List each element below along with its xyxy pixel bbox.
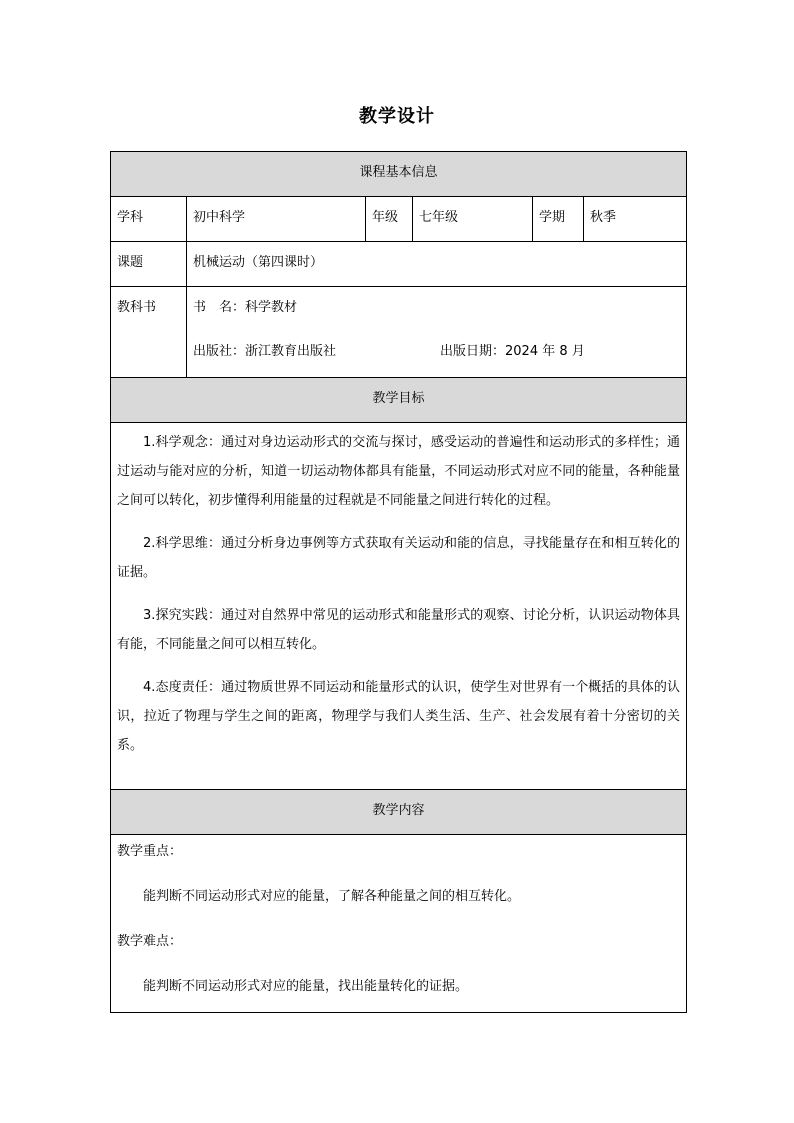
textbook-label: 教科书 bbox=[111, 287, 187, 377]
publish-date: 出版日期：2024 年 8 月 bbox=[440, 344, 585, 359]
term-value: 秋季 bbox=[584, 197, 687, 241]
term-label: 学期 bbox=[533, 197, 584, 241]
objective-item: 3.探究实践：通过对自然界中常见的运动形式和能量形式的观察、讨论分析，认识运动物体具有能，不同能量之间可以相互转化。 bbox=[117, 608, 680, 652]
grade-label: 年级 bbox=[366, 197, 413, 241]
book-name-line bbox=[193, 296, 686, 340]
key-point-text: 能判断不同运动形式对应的能量，了解各种能量之间的相互转化。 bbox=[143, 889, 521, 904]
key-point-label: 教学重点： bbox=[117, 844, 183, 859]
textbook-row bbox=[111, 287, 687, 378]
document-title: 教学设计 bbox=[359, 106, 435, 127]
objective-item: 4.态度责任：通过物质世界不同运动和能量形式的认识，使学生对世界有一个概括的具体的认识，拉近了物理与学生之间的距离，物理学与我们人类生活、生产、社会发展有着十分密切的关系。 bbox=[117, 680, 680, 753]
objective-item: 1.科学观念：通过对身边运动形式的交流与探讨，感受运动的普遍性和运动形式的多样性；通过运动与能对应的分析，知道一切运动物体都具有能量，不同运动形式对应不同的能量，各种能量之间可以转化，初步懂得利用能量的过程就是不同能量之间进行转化的过程。 bbox=[117, 435, 680, 508]
objectives-body bbox=[111, 423, 687, 790]
publisher: 出版社：浙江教育出版社 bbox=[193, 344, 337, 359]
basic-info-header-label: 课程基本信息 bbox=[359, 165, 438, 180]
book-name: 书 名：科学教材 bbox=[193, 300, 298, 315]
objectives-header-label: 教学目标 bbox=[372, 391, 425, 406]
lesson-plan-table bbox=[110, 151, 687, 1013]
objective-item: 2.科学思维：通过分析身边事例等方式获取有关运动和能的信息，寻找能量存在和相互转化的证据。 bbox=[117, 536, 680, 580]
publisher-line bbox=[193, 340, 686, 384]
basic-info-header bbox=[111, 152, 687, 197]
subject-label: 学科 bbox=[111, 197, 187, 241]
difficulty-label: 教学难点： bbox=[117, 934, 183, 949]
subject-value: 初中科学 bbox=[187, 197, 366, 241]
objectives-header bbox=[111, 378, 687, 423]
topic-row bbox=[111, 242, 687, 287]
subject-grade-term-row bbox=[111, 197, 687, 242]
grade-value: 七年级 bbox=[413, 197, 533, 241]
topic-label: 课题 bbox=[111, 242, 187, 286]
textbook-details bbox=[187, 287, 687, 377]
topic-value: 机械运动（第四课时） bbox=[187, 242, 687, 286]
difficulty-text: 能判断不同运动形式对应的能量，找出能量转化的证据。 bbox=[143, 979, 469, 994]
content-body bbox=[111, 835, 687, 1013]
content-header bbox=[111, 790, 687, 835]
content-header-label: 教学内容 bbox=[372, 803, 425, 818]
